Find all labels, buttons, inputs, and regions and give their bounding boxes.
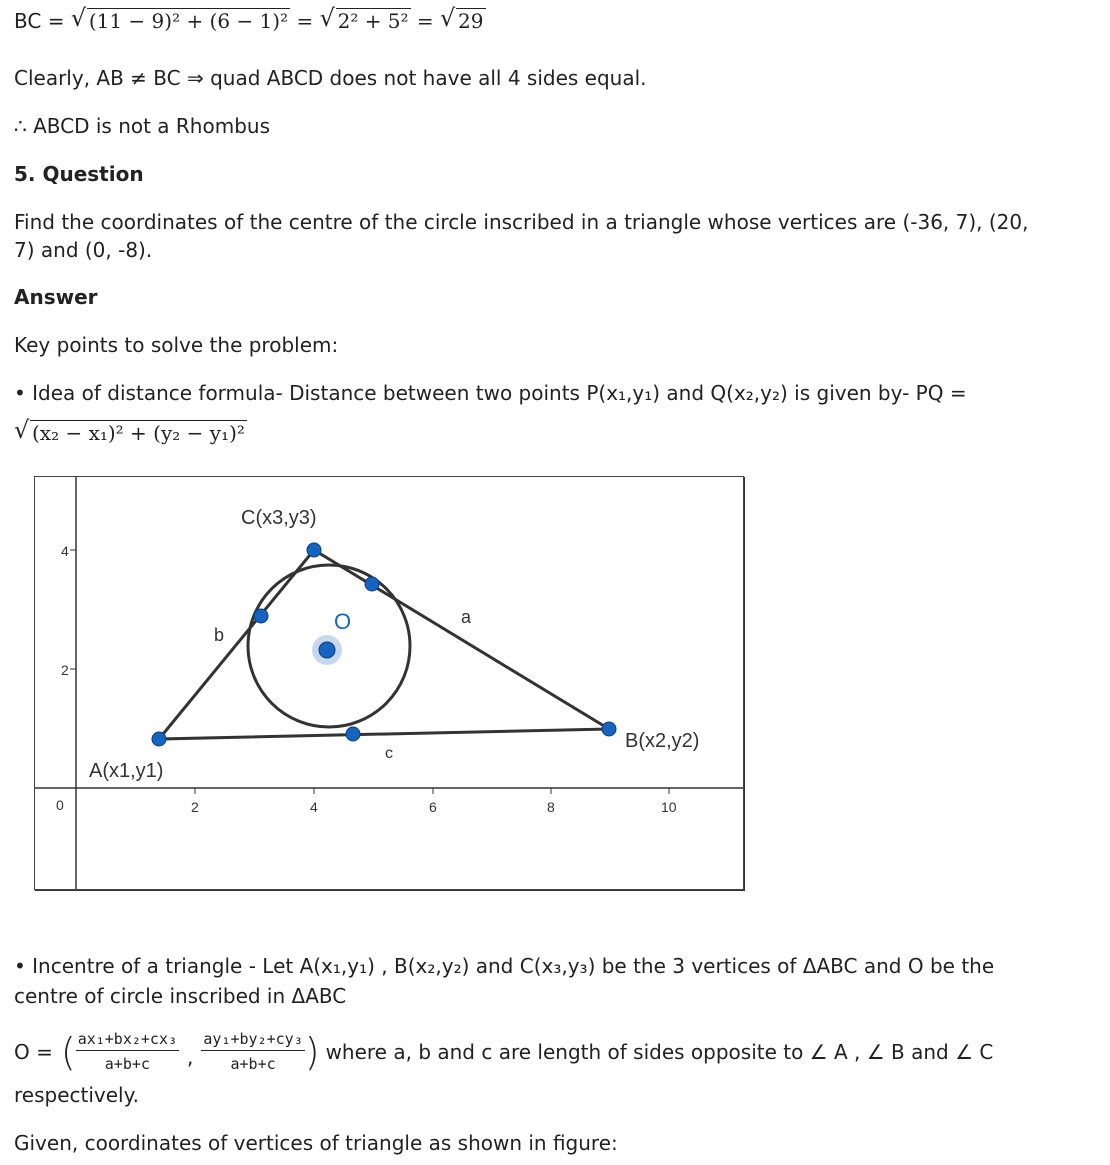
distance-formula: √ (x₂ − x₁)² + (y₂ − y₁)²: [14, 416, 245, 445]
x-tick-label-8: 8: [547, 799, 555, 815]
label-incenter-o: O: [334, 609, 352, 634]
fraction-x-numerator: ax₁+bx₂+cx₃: [76, 1030, 179, 1051]
point-c: [307, 543, 321, 557]
label-vertex-c: C(x3,y3): [241, 507, 317, 529]
therefore-statement: ∴ ABCD is not a Rhombus: [14, 114, 270, 138]
fraction-y: [201, 1030, 304, 1073]
incircle-diagram: [35, 477, 743, 889]
paren-left: (: [60, 1029, 76, 1074]
label-vertex-a: A(x1,y1): [89, 760, 164, 782]
fraction-separator: ,: [187, 1044, 194, 1069]
bc-label: BC =: [14, 9, 65, 33]
incenter-point-o: [319, 642, 335, 658]
sqrt-expression-3: √ 29: [440, 4, 484, 33]
equals-sign-2: =: [416, 9, 434, 33]
paren-right: ): [304, 1029, 320, 1074]
given-statement: Given, coordinates of vertices of triangle as shown in figure:: [14, 1131, 618, 1155]
label-side-a: a: [461, 607, 472, 627]
point-b: [602, 722, 616, 736]
bullet-distance-formula: • Idea of distance formula- Distance between two points P(x₁,y₁) and Q(x₂,y₂) is given by- PQ =: [14, 381, 967, 405]
y-tick-label-0: 0: [56, 797, 64, 813]
tangent-point-ac: [254, 609, 268, 623]
key-points-intro: Key points to solve the problem:: [14, 333, 339, 357]
equals-sign: =: [296, 9, 314, 33]
bullet-incentre-line-2: centre of circle inscribed in ΔABC: [14, 984, 347, 1008]
point-a: [152, 732, 166, 746]
question-text-line-2: 7) and (0, -8).: [14, 238, 153, 262]
clearly-statement: Clearly, AB ≠ BC ⇒ quad ABCD does not have all 4 sides equal.: [14, 66, 647, 90]
x-tick-label-6: 6: [429, 799, 437, 815]
label-vertex-b: B(x2,y2): [625, 730, 700, 752]
question-heading: 5. Question: [14, 162, 144, 186]
fraction-x: [76, 1030, 179, 1073]
fraction-x-denominator: a+b+c: [104, 1055, 150, 1073]
question-text-line-1: Find the coordinates of the centre of the circle inscribed in a triangle whose vertices are (-36, 7), (20,: [14, 210, 1029, 234]
respectively-text: respectively.: [14, 1083, 139, 1107]
x-tick-label-10: 10: [661, 799, 677, 815]
label-side-b: b: [214, 625, 225, 645]
incircle-figure: [34, 476, 744, 890]
sqrt-expression-1: √ (11 − 9)² + (6 − 1)²: [70, 4, 289, 33]
triangle-abc: [159, 550, 609, 739]
answer-heading: Answer: [14, 285, 98, 309]
tangent-point-bc: [365, 577, 379, 591]
distance-formula-radicand: (x₂ − x₁)² + (y₂ − y₁)²: [32, 421, 245, 445]
y-tick-label-4: 4: [61, 543, 69, 559]
y-tick-label-2: 2: [61, 662, 69, 678]
tangent-point-ab: [346, 727, 360, 741]
incentre-formula: [14, 1030, 993, 1073]
fraction-y-denominator: a+b+c: [230, 1055, 276, 1073]
formula-description: where a, b and c are length of sides opposite to ∠ A , ∠ B and ∠ C: [325, 1039, 994, 1064]
label-side-c: c: [385, 745, 393, 762]
sqrt-expression-2: √ 2² + 5²: [319, 4, 409, 33]
fraction-y-numerator: ay₁+by₂+cy₃: [201, 1030, 304, 1051]
x-tick-label-2: 2: [191, 799, 199, 815]
bullet-incentre-line-1: • Incentre of a triangle - Let A(x₁,y₁) , B(x₂,y₂) and C(x₃,y₃) be the 3 vertices of ΔABC and O be the: [14, 954, 995, 978]
x-tick-label-4: 4: [310, 799, 318, 815]
bc-equation: [14, 4, 486, 33]
formula-lhs: O =: [14, 1039, 53, 1064]
